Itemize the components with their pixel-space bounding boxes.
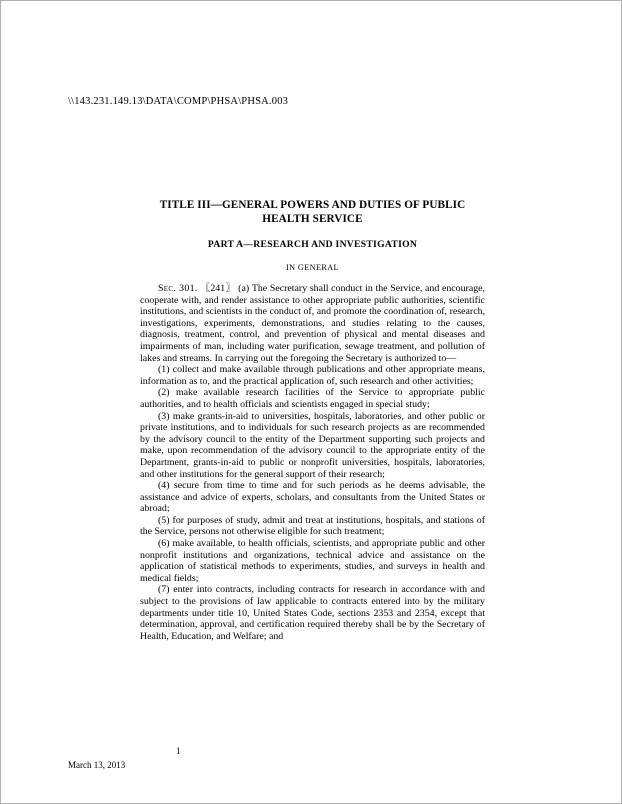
footer-date: March 13, 2013 <box>68 760 126 770</box>
paragraph-4: (4) secure from time to time and for such periods as he deems advisable, the assistance and advice of experts, scholars, and consultants from the United States or abroad; <box>140 480 485 515</box>
paragraph-a: Sec. 301. 〖241〗 (a) The Secretary shall conduct in the Service, and encourage, cooperate with, and render assistance to other appropriate public authorities, scientific institutions, and scientists in the conduct of, and promote the coordination of, research, investigations, experiments, demonstrations, and studies relating to the causes, diagnosis, treatment, control, and prevention of physical and mental diseases and impairments of man, including water purification, sewage treatment, and pollution of lakes and streams. In carrying out the foregoing the Secretary is authorized to— <box>140 283 485 364</box>
document-title <box>140 198 485 226</box>
document-file-path: \\143.231.149.13\DATA\COMP\PHSA\PHSA.003 <box>68 96 289 107</box>
paragraph-5: (5) for purposes of study, admit and treat at institutions, hospitals, and stations of the Service, persons not otherwise eligible for such treatment; <box>140 514 485 538</box>
page-number: 1 <box>176 746 181 756</box>
paragraph-3: (3) make grants-in-aid to universities, hospitals, laboratories, and other public or private institutions, and to individuals for such research projects as are recommended by the advisory council to the entity of the Department supporting such projects and make, upon recommendation of the advisory council to the appropriate entity of the Department, grants-in-aid to public or nonprofit universities, hospitals, laboratories, and other institutions for the general support of their research; <box>140 410 485 480</box>
paragraph-7: (7) enter into contracts, including contracts for research in accordance with and subject to the provisions of law applicable to contracts entered into by the military departments under title 10, United States Code, sections 2353 and 2354, except that determination, approval, and certification required thereby shall be by the Secretary of Health, Education, and Welfare; and <box>140 584 485 642</box>
title-line-1: TITLE III—GENERAL POWERS AND DUTIES OF PUBLIC <box>159 199 466 211</box>
document-body <box>140 198 485 642</box>
paragraph-6: (6) make available, to health officials, scientists, and appropriate public and other nonprofit institutions and organizations, technical advice and assistance on the application of statistical methods to experiments, studies, and surveys in health and medical fields; <box>140 538 485 584</box>
paragraph-1: (1) collect and make available through publications and other appropriate means, information as to, and the practical application of, such research and other activities; <box>140 364 485 387</box>
paragraph-2: (2) make available research facilities of the Service to appropriate public authorities, and to health officials and scientists engaged in special study; <box>140 387 485 410</box>
section-heading: IN GENERAL <box>286 263 339 272</box>
part-heading: PART A—RESEARCH AND INVESTIGATION <box>207 239 418 250</box>
title-line-2: HEALTH SERVICE <box>262 213 363 225</box>
